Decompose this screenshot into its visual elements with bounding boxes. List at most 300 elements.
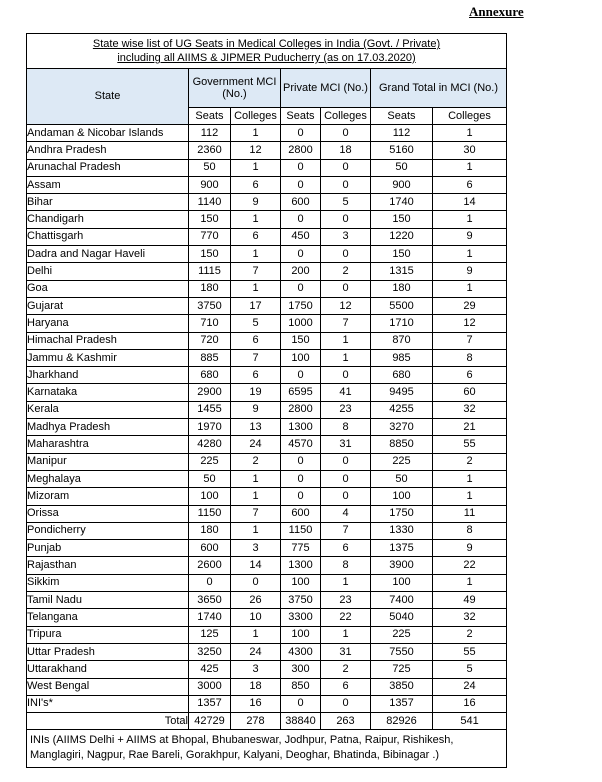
govt-header: Government MCI (No.) xyxy=(189,69,281,108)
state-cell: Chattisgarh xyxy=(27,228,189,245)
govt-colleges-cell: 7 xyxy=(231,263,281,280)
total-colleges-cell: 1 xyxy=(433,470,507,487)
table-row xyxy=(27,297,507,314)
total-colleges-cell: 12 xyxy=(433,315,507,332)
govt-colleges-cell: 13 xyxy=(231,419,281,436)
total-colleges-cell: 55 xyxy=(433,643,507,660)
govt-seats-cell: 600 xyxy=(189,540,231,557)
total-seats-cell: 100 xyxy=(371,574,433,591)
private-seats-cell: 0 xyxy=(281,176,321,193)
private-seats-cell: 1750 xyxy=(281,297,321,314)
private-colleges-cell: 1 xyxy=(321,349,371,366)
govt-seats-cell: 1740 xyxy=(189,609,231,626)
govt-seats-header: Seats xyxy=(189,108,231,125)
table-row xyxy=(27,194,507,211)
total-seats-cell: 870 xyxy=(371,332,433,349)
private-colleges-cell: 0 xyxy=(321,211,371,228)
state-cell: Haryana xyxy=(27,315,189,332)
private-seats-cell: 0 xyxy=(281,470,321,487)
govt-seats-cell: 3750 xyxy=(189,297,231,314)
total-seats-cell: 1750 xyxy=(371,505,433,522)
total-seats-cell: 4255 xyxy=(371,401,433,418)
state-cell: Uttar Pradesh xyxy=(27,643,189,660)
private-seats-cell: 200 xyxy=(281,263,321,280)
govt-colleges-cell: 1 xyxy=(231,488,281,505)
govt-colleges-cell: 10 xyxy=(231,609,281,626)
state-cell: Tripura xyxy=(27,626,189,643)
total-colleges-cell: 6 xyxy=(433,367,507,384)
total-seats-cell: 1375 xyxy=(371,540,433,557)
total-colleges-cell: 32 xyxy=(433,401,507,418)
private-header: Private MCI (No.) xyxy=(281,69,371,108)
govt-seats-cell: 112 xyxy=(189,125,231,142)
total-colleges-header: Colleges xyxy=(433,108,507,125)
govt-seats-cell: 3650 xyxy=(189,592,231,609)
private-colleges-cell: 0 xyxy=(321,488,371,505)
govt-colleges-cell: 7 xyxy=(231,505,281,522)
private-seats-cell: 0 xyxy=(281,211,321,228)
govt-colleges-cell: 9 xyxy=(231,194,281,211)
title-row xyxy=(27,34,507,69)
table-row xyxy=(27,125,507,142)
govt-colleges-cell: 1 xyxy=(231,626,281,643)
state-cell: Delhi xyxy=(27,263,189,280)
total-seats-cell: 7400 xyxy=(371,592,433,609)
table-row xyxy=(27,142,507,159)
govt-colleges-cell: 6 xyxy=(231,228,281,245)
table-row xyxy=(27,419,507,436)
table-row xyxy=(27,453,507,470)
total-colleges-cell: 49 xyxy=(433,592,507,609)
table-row xyxy=(27,557,507,574)
private-seats-cell: 0 xyxy=(281,125,321,142)
private-colleges-cell: 7 xyxy=(321,522,371,539)
total-seats-cell: 5500 xyxy=(371,297,433,314)
govt-seats-cell: 3000 xyxy=(189,678,231,695)
govt-colleges-cell: 1 xyxy=(231,159,281,176)
table-row xyxy=(27,384,507,401)
total-seats-cell: 1330 xyxy=(371,522,433,539)
govt-colleges-cell: 16 xyxy=(231,695,281,712)
seats-table xyxy=(26,33,507,768)
govt-seats-cell: 425 xyxy=(189,661,231,678)
govt-colleges-cell: 17 xyxy=(231,297,281,314)
private-colleges-cell: 7 xyxy=(321,315,371,332)
table-row xyxy=(27,626,507,643)
table-row xyxy=(27,592,507,609)
govt-colleges-cell: 26 xyxy=(231,592,281,609)
private-colleges-cell: 0 xyxy=(321,176,371,193)
total-colleges-cell: 30 xyxy=(433,142,507,159)
govt-colleges-cell: 19 xyxy=(231,384,281,401)
state-cell: Andaman & Nicobar Islands xyxy=(27,125,189,142)
govt-colleges-cell: 1 xyxy=(231,280,281,297)
total-govt-seats: 42729 xyxy=(189,713,231,730)
govt-seats-cell: 180 xyxy=(189,522,231,539)
private-colleges-cell: 5 xyxy=(321,194,371,211)
private-seats-cell: 850 xyxy=(281,678,321,695)
private-colleges-cell: 6 xyxy=(321,540,371,557)
private-colleges-cell: 1 xyxy=(321,574,371,591)
total-colleges-cell: 5 xyxy=(433,661,507,678)
state-cell: Mizoram xyxy=(27,488,189,505)
total-grand-seats: 82926 xyxy=(371,713,433,730)
total-seats-cell: 100 xyxy=(371,488,433,505)
govt-seats-cell: 3250 xyxy=(189,643,231,660)
state-cell: Manipur xyxy=(27,453,189,470)
govt-seats-cell: 1140 xyxy=(189,194,231,211)
total-seats-cell: 1220 xyxy=(371,228,433,245)
total-colleges-cell: 21 xyxy=(433,419,507,436)
state-cell: Madhya Pradesh xyxy=(27,419,189,436)
total-seats-cell: 900 xyxy=(371,176,433,193)
private-seats-cell: 6595 xyxy=(281,384,321,401)
total-seats-cell: 150 xyxy=(371,246,433,263)
state-cell: Andhra Pradesh xyxy=(27,142,189,159)
total-seats-cell: 5040 xyxy=(371,609,433,626)
govt-seats-cell: 150 xyxy=(189,246,231,263)
total-seats-cell: 1357 xyxy=(371,695,433,712)
govt-colleges-cell: 3 xyxy=(231,540,281,557)
total-seats-cell: 680 xyxy=(371,367,433,384)
govt-seats-cell: 2900 xyxy=(189,384,231,401)
total-seats-cell: 225 xyxy=(371,626,433,643)
private-seats-cell: 300 xyxy=(281,661,321,678)
total-colleges-cell: 14 xyxy=(433,194,507,211)
govt-seats-cell: 50 xyxy=(189,470,231,487)
total-seats-cell: 1740 xyxy=(371,194,433,211)
total-colleges-cell: 8 xyxy=(433,349,507,366)
govt-seats-cell: 1455 xyxy=(189,401,231,418)
private-colleges-cell: 41 xyxy=(321,384,371,401)
private-colleges-cell: 0 xyxy=(321,367,371,384)
state-cell: Maharashtra xyxy=(27,436,189,453)
table-row xyxy=(27,643,507,660)
private-seats-cell: 100 xyxy=(281,626,321,643)
state-cell: Chandigarh xyxy=(27,211,189,228)
state-cell: Karnataka xyxy=(27,384,189,401)
state-cell: Telangana xyxy=(27,609,189,626)
state-cell: Assam xyxy=(27,176,189,193)
state-cell: Jammu & Kashmir xyxy=(27,349,189,366)
govt-colleges-cell: 1 xyxy=(231,211,281,228)
table-body xyxy=(27,125,507,713)
total-seats-cell: 985 xyxy=(371,349,433,366)
private-seats-header: Seats xyxy=(281,108,321,125)
private-colleges-cell: 1 xyxy=(321,626,371,643)
govt-seats-cell: 770 xyxy=(189,228,231,245)
private-seats-cell: 100 xyxy=(281,349,321,366)
govt-seats-cell: 50 xyxy=(189,159,231,176)
private-seats-cell: 0 xyxy=(281,695,321,712)
govt-colleges-cell: 1 xyxy=(231,246,281,263)
total-seats-cell: 5160 xyxy=(371,142,433,159)
total-label: Total xyxy=(27,713,189,730)
state-cell: Meghalaya xyxy=(27,470,189,487)
govt-seats-cell: 180 xyxy=(189,280,231,297)
title-line-2: including all AIIMS & JIPMER Puducherry (as on 17.03.2020) xyxy=(117,52,416,64)
table-row xyxy=(27,211,507,228)
total-seats-cell: 8850 xyxy=(371,436,433,453)
private-colleges-cell: 2 xyxy=(321,661,371,678)
table-row xyxy=(27,540,507,557)
govt-seats-cell: 125 xyxy=(189,626,231,643)
private-seats-cell: 1300 xyxy=(281,557,321,574)
govt-seats-cell: 1357 xyxy=(189,695,231,712)
total-colleges-cell: 1 xyxy=(433,125,507,142)
private-seats-cell: 4570 xyxy=(281,436,321,453)
govt-colleges-cell: 1 xyxy=(231,522,281,539)
govt-seats-cell: 100 xyxy=(189,488,231,505)
table-row xyxy=(27,661,507,678)
govt-colleges-cell: 3 xyxy=(231,661,281,678)
govt-colleges-cell: 1 xyxy=(231,125,281,142)
total-seats-cell: 725 xyxy=(371,661,433,678)
table-row xyxy=(27,246,507,263)
table-row xyxy=(27,401,507,418)
govt-seats-cell: 885 xyxy=(189,349,231,366)
table-row xyxy=(27,263,507,280)
private-colleges-cell: 1 xyxy=(321,332,371,349)
total-seats-cell: 9495 xyxy=(371,384,433,401)
state-cell: Punjab xyxy=(27,540,189,557)
state-cell: Sikkim xyxy=(27,574,189,591)
private-colleges-cell: 31 xyxy=(321,436,371,453)
total-seats-cell: 225 xyxy=(371,453,433,470)
private-colleges-cell: 8 xyxy=(321,557,371,574)
private-seats-cell: 150 xyxy=(281,332,321,349)
total-colleges-cell: 9 xyxy=(433,540,507,557)
private-seats-cell: 2800 xyxy=(281,142,321,159)
total-colleges-cell: 1 xyxy=(433,246,507,263)
govt-colleges-cell: 24 xyxy=(231,436,281,453)
private-colleges-cell: 0 xyxy=(321,453,371,470)
total-colleges-cell: 2 xyxy=(433,453,507,470)
table-row xyxy=(27,349,507,366)
private-seats-cell: 4300 xyxy=(281,643,321,660)
state-cell: Pondicherry xyxy=(27,522,189,539)
title-line-1: State wise list of UG Seats in Medical Colleges in India (Govt. / Private) xyxy=(92,38,441,50)
private-seats-cell: 1300 xyxy=(281,419,321,436)
govt-seats-cell: 1115 xyxy=(189,263,231,280)
private-seats-cell: 600 xyxy=(281,505,321,522)
private-seats-cell: 450 xyxy=(281,228,321,245)
private-colleges-cell: 22 xyxy=(321,609,371,626)
state-cell: Uttarakhand xyxy=(27,661,189,678)
govt-seats-cell: 680 xyxy=(189,367,231,384)
total-seats-cell: 1315 xyxy=(371,263,433,280)
total-seats-cell: 3850 xyxy=(371,678,433,695)
govt-seats-cell: 225 xyxy=(189,453,231,470)
private-seats-cell: 0 xyxy=(281,488,321,505)
total-seats-cell: 50 xyxy=(371,470,433,487)
govt-colleges-cell: 6 xyxy=(231,176,281,193)
total-seats-header: Seats xyxy=(371,108,433,125)
private-seats-cell: 0 xyxy=(281,367,321,384)
total-colleges-cell: 22 xyxy=(433,557,507,574)
state-cell: Dadra and Nagar Haveli xyxy=(27,246,189,263)
total-colleges-cell: 2 xyxy=(433,626,507,643)
table-row xyxy=(27,436,507,453)
private-colleges-cell: 12 xyxy=(321,297,371,314)
govt-seats-cell: 1150 xyxy=(189,505,231,522)
total-seats-cell: 150 xyxy=(371,211,433,228)
private-colleges-cell: 3 xyxy=(321,228,371,245)
table-row xyxy=(27,609,507,626)
private-colleges-cell: 0 xyxy=(321,470,371,487)
total-grand-colleges: 541 xyxy=(433,713,507,730)
private-seats-cell: 3750 xyxy=(281,592,321,609)
govt-seats-cell: 4280 xyxy=(189,436,231,453)
total-seats-cell: 112 xyxy=(371,125,433,142)
govt-colleges-cell: 14 xyxy=(231,557,281,574)
total-seats-cell: 1710 xyxy=(371,315,433,332)
private-seats-cell: 2800 xyxy=(281,401,321,418)
total-colleges-cell: 24 xyxy=(433,678,507,695)
total-colleges-cell: 1 xyxy=(433,574,507,591)
table-row xyxy=(27,159,507,176)
grand-total-header: Grand Total in MCI (No.) xyxy=(371,69,507,108)
private-colleges-cell: 31 xyxy=(321,643,371,660)
total-colleges-cell: 16 xyxy=(433,695,507,712)
state-cell: Rajasthan xyxy=(27,557,189,574)
total-colleges-cell: 9 xyxy=(433,263,507,280)
table-row xyxy=(27,574,507,591)
total-private-seats: 38840 xyxy=(281,713,321,730)
govt-seats-cell: 0 xyxy=(189,574,231,591)
state-cell: Kerala xyxy=(27,401,189,418)
footnote-row xyxy=(27,730,507,768)
govt-colleges-cell: 24 xyxy=(231,643,281,660)
total-colleges-cell: 55 xyxy=(433,436,507,453)
govt-seats-cell: 720 xyxy=(189,332,231,349)
total-private-colleges: 263 xyxy=(321,713,371,730)
state-cell: Himachal Pradesh xyxy=(27,332,189,349)
private-colleges-cell: 0 xyxy=(321,159,371,176)
footnote xyxy=(27,730,507,768)
private-seats-cell: 775 xyxy=(281,540,321,557)
private-colleges-cell: 23 xyxy=(321,592,371,609)
total-colleges-cell: 7 xyxy=(433,332,507,349)
total-colleges-cell: 8 xyxy=(433,522,507,539)
private-seats-cell: 600 xyxy=(281,194,321,211)
private-seats-cell: 1000 xyxy=(281,315,321,332)
table-row xyxy=(27,678,507,695)
footnote-line-2: Manglagiri, Nagpur, Rae Bareli, Gorakhpur, Kalyani, Deoghar, Bhatinda, Bibinagar .) xyxy=(30,749,440,762)
total-seats-cell: 50 xyxy=(371,159,433,176)
table-row xyxy=(27,367,507,384)
total-colleges-cell: 60 xyxy=(433,384,507,401)
govt-seats-cell: 900 xyxy=(189,176,231,193)
total-colleges-cell: 9 xyxy=(433,228,507,245)
govt-colleges-cell: 7 xyxy=(231,349,281,366)
govt-seats-cell: 1970 xyxy=(189,419,231,436)
table-row xyxy=(27,228,507,245)
state-cell: INI's* xyxy=(27,695,189,712)
govt-colleges-cell: 12 xyxy=(231,142,281,159)
govt-colleges-cell: 6 xyxy=(231,332,281,349)
total-colleges-cell: 1 xyxy=(433,211,507,228)
total-govt-colleges: 278 xyxy=(231,713,281,730)
private-colleges-cell: 2 xyxy=(321,263,371,280)
private-colleges-cell: 0 xyxy=(321,280,371,297)
state-cell: Goa xyxy=(27,280,189,297)
total-colleges-cell: 1 xyxy=(433,280,507,297)
govt-colleges-cell: 18 xyxy=(231,678,281,695)
total-colleges-cell: 6 xyxy=(433,176,507,193)
govt-colleges-cell: 6 xyxy=(231,367,281,384)
private-seats-cell: 100 xyxy=(281,574,321,591)
annexure-label: Annexure xyxy=(469,4,524,19)
total-colleges-cell: 1 xyxy=(433,159,507,176)
private-colleges-header: Colleges xyxy=(321,108,371,125)
total-colleges-cell: 29 xyxy=(433,297,507,314)
total-seats-cell: 7550 xyxy=(371,643,433,660)
total-seats-cell: 3900 xyxy=(371,557,433,574)
total-row xyxy=(27,713,507,730)
private-colleges-cell: 0 xyxy=(321,125,371,142)
govt-seats-cell: 2360 xyxy=(189,142,231,159)
govt-colleges-cell: 1 xyxy=(231,470,281,487)
private-seats-cell: 0 xyxy=(281,453,321,470)
govt-seats-cell: 2600 xyxy=(189,557,231,574)
total-colleges-cell: 32 xyxy=(433,609,507,626)
private-colleges-cell: 0 xyxy=(321,246,371,263)
govt-colleges-cell: 0 xyxy=(231,574,281,591)
govt-seats-cell: 710 xyxy=(189,315,231,332)
private-colleges-cell: 4 xyxy=(321,505,371,522)
total-colleges-cell: 1 xyxy=(433,488,507,505)
state-cell: Bihar xyxy=(27,194,189,211)
state-cell: Tamil Nadu xyxy=(27,592,189,609)
table-row xyxy=(27,470,507,487)
private-colleges-cell: 6 xyxy=(321,678,371,695)
total-colleges-cell: 11 xyxy=(433,505,507,522)
private-colleges-cell: 18 xyxy=(321,142,371,159)
private-seats-cell: 0 xyxy=(281,280,321,297)
state-cell: Gujarat xyxy=(27,297,189,314)
table-row xyxy=(27,505,507,522)
private-seats-cell: 0 xyxy=(281,246,321,263)
table-row xyxy=(27,280,507,297)
table-title xyxy=(27,34,507,69)
state-cell: Jharkhand xyxy=(27,367,189,384)
state-header: State xyxy=(27,69,189,125)
table-row xyxy=(27,522,507,539)
state-cell: Orissa xyxy=(27,505,189,522)
private-seats-cell: 1150 xyxy=(281,522,321,539)
govt-colleges-cell: 5 xyxy=(231,315,281,332)
table-row xyxy=(27,315,507,332)
table-row xyxy=(27,332,507,349)
footnote-line-1: INIs (AIIMS Delhi + AIIMS at Bhopal, Bhubaneswar, Jodhpur, Patna, Raipur, Rishikesh, xyxy=(30,734,454,747)
private-seats-cell: 3300 xyxy=(281,609,321,626)
state-cell: West Bengal xyxy=(27,678,189,695)
private-seats-cell: 0 xyxy=(281,159,321,176)
header-row xyxy=(27,69,507,108)
state-cell: Arunachal Pradesh xyxy=(27,159,189,176)
table-row xyxy=(27,176,507,193)
govt-colleges-cell: 9 xyxy=(231,401,281,418)
private-colleges-cell: 8 xyxy=(321,419,371,436)
govt-seats-cell: 150 xyxy=(189,211,231,228)
private-colleges-cell: 23 xyxy=(321,401,371,418)
total-seats-cell: 3270 xyxy=(371,419,433,436)
total-seats-cell: 180 xyxy=(371,280,433,297)
govt-colleges-cell: 2 xyxy=(231,453,281,470)
table-row xyxy=(27,488,507,505)
table-row xyxy=(27,695,507,712)
